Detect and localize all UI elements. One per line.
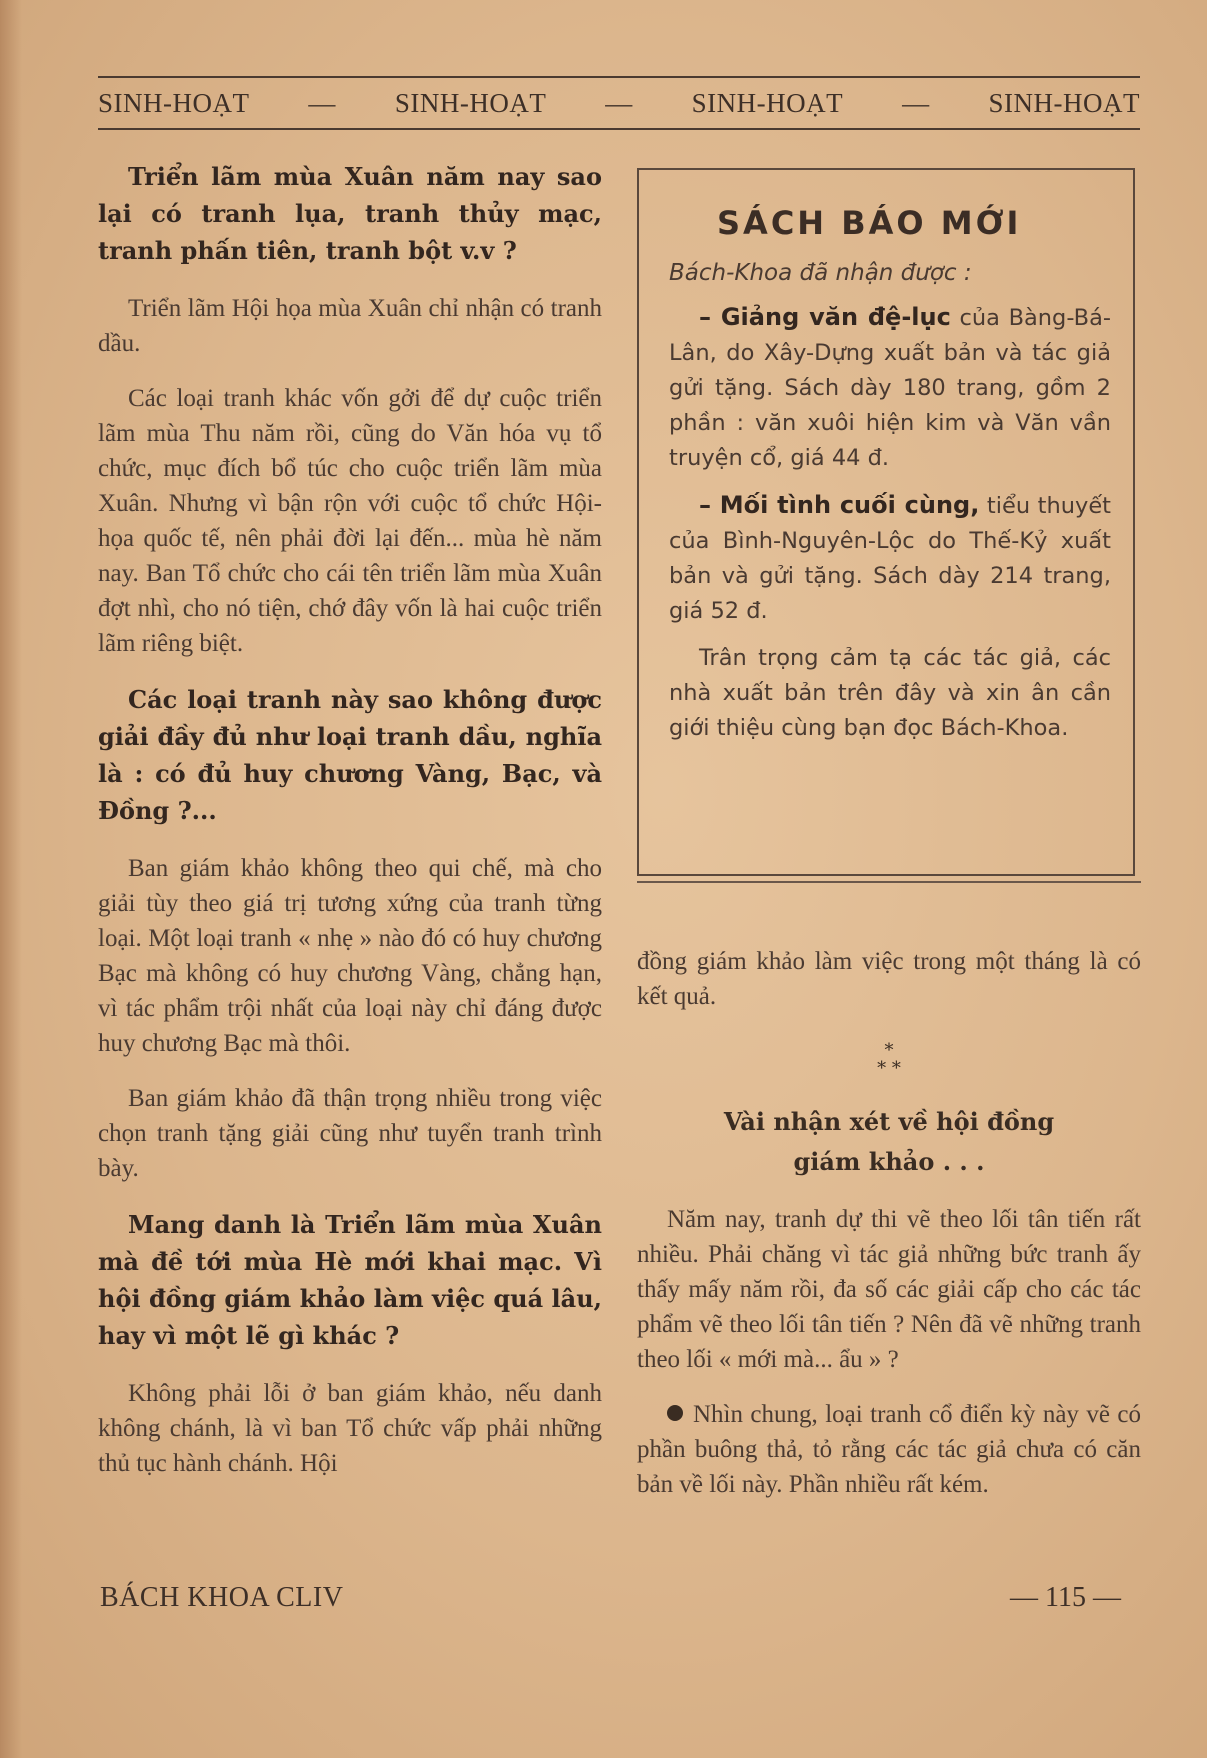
right-column	[637, 168, 1141, 1522]
header-dash: —	[308, 87, 336, 118]
body-paragraph: Năm nay, tranh dự thi vẽ theo lối tân tiến rất nhiều. Phải chăng vì tác giả những bức tranh ấy thấy mấy năm rồi, đa số các giải cấp cho các tác phẩm vẽ theo lối tân tiến ? Nên đã vẽ những tranh theo lối « mới mà... ẩu » ?	[637, 1206, 1141, 1373]
book-entry-2	[669, 488, 1111, 629]
box-subtitle: Bách-Khoa đã nhận được :	[669, 260, 972, 286]
book-desc-1: của Bàng-Bá-Lân, do Xây-Dựng xuất bản và tác giả gửi tặng. Sách dày 180 trang, gồm 2 phần : văn xuôi hiện kim và Văn vần truyện cổ, giá 44 đ.	[669, 305, 1111, 471]
section-heading-line-2: giám khảo . . .	[793, 1147, 985, 1176]
question-2: Các loại tranh này sao không được giải đầy đủ như loại tranh dầu, nghĩa là : có đủ huy chương Vàng, Bạc, và Đồng ?...	[98, 685, 602, 825]
page-number: — 115 —	[1010, 1582, 1121, 1613]
left-column	[98, 158, 602, 1501]
answer-paragraph: Triển lãm Hội họa mùa Xuân chỉ nhận có tranh dầu.	[98, 295, 602, 357]
section-heading-line-1: Vài nhận xét về hội đồng	[723, 1107, 1055, 1136]
question-1: Triển lãm mùa Xuân năm nay sao lại có tranh lụa, tranh thủy mạc, tranh phấn tiên, tranh bột v.v ?	[98, 162, 602, 265]
answer-paragraph: Các loại tranh khác vốn gởi để dự cuộc triển lãm mùa Thu năm rồi, cũng do Văn hóa vụ tổ chức, mục đích bổ túc cho cuộc triển lãm mùa Xuân. Nhưng vì bận rộn với cuộc tổ chức Hội-họa quốc tế, nên phải đời lại đến... mùa hè năm nay. Ban Tổ chức cho cái tên triển lãm mùa Xuân đợt nhì, cho nó tiện, chớ đây vốn là hai cuộc triển lãm riêng biệt.	[98, 385, 602, 657]
bullet-paragraph-text: Nhìn chung, loại tranh cổ điển kỳ này vẽ có phần buông thả, tỏ rằng các tác giả chưa có căn bản về lối này. Phần nhiều rất kém.	[637, 1401, 1141, 1498]
footer-publication: BÁCH KHOA CLIV	[100, 1582, 344, 1613]
answer-paragraph: Ban giám khảo đã thận trọng nhiều trong việc chọn tranh tặng giải cũng như tuyển tranh trình bày.	[98, 1085, 602, 1182]
book-desc-2: tiểu thuyết của Bình-Nguyên-Lộc do Thế-Kỷ xuất bản và gửi tặng. Sách dày 214 trang, giá 52 đ.	[669, 493, 1111, 624]
bullet-icon	[667, 1405, 683, 1421]
header-item: SINH-HOẠT	[98, 87, 250, 118]
continued-paragraph: đồng giám khảo làm việc trong một tháng là có kết quả.	[637, 948, 1141, 1010]
book-entry-1	[669, 300, 1111, 476]
box-thanks: Trân trọng cảm tạ các tác giả, các nhà xuất bản trên đây và xin ân cần giới thiệu cùng bạn đọc Bách-Khoa.	[669, 645, 1111, 741]
header-item: SINH-HOẠT	[394, 87, 547, 118]
page-edge-shadow	[0, 0, 22, 1758]
answer-paragraph: Không phải lỗi ở ban giám khảo, nếu danh không chánh, là vì ban Tổ chức vấp phải những thủ tục hành chánh. Hội	[98, 1380, 602, 1477]
section-heading	[637, 1102, 1141, 1182]
new-books-box	[637, 168, 1135, 876]
box-bottom-rule	[637, 881, 1141, 883]
running-header	[98, 76, 1140, 130]
header-dash: —	[902, 87, 930, 118]
book-title-1: – Giảng văn đệ-lục	[699, 303, 951, 331]
answer-paragraph: Ban giám khảo không theo qui chế, mà cho giải tùy theo giá trị tương xứng của tranh từng loại. Một loại tranh « nhẹ » nào đó có huy chương Bạc mà không có huy chương Vàng, chẳng hạn, vì tác phẩm trội nhất của loại này chỉ đáng được huy chương Bạc mà thôi.	[98, 855, 602, 1057]
bullet-paragraph	[637, 1397, 1141, 1502]
header-dash: —	[605, 87, 633, 118]
box-title: SÁCH BÁO MỚI	[717, 204, 1022, 242]
question-3: Mang danh là Triển lãm mùa Xuân mà đề tới mùa Hè mới khai mạc. Vì hội đồng giám khảo làm việc quá lâu, hay vì một lẽ gì khác ?	[98, 1210, 602, 1350]
book-title-2: – Mối tình cuối cùng,	[699, 491, 980, 519]
header-item: SINH-HOẠT	[691, 87, 844, 118]
header-item: SINH-HOẠT	[988, 87, 1140, 118]
section-separator-stars: * * *	[877, 1040, 901, 1079]
